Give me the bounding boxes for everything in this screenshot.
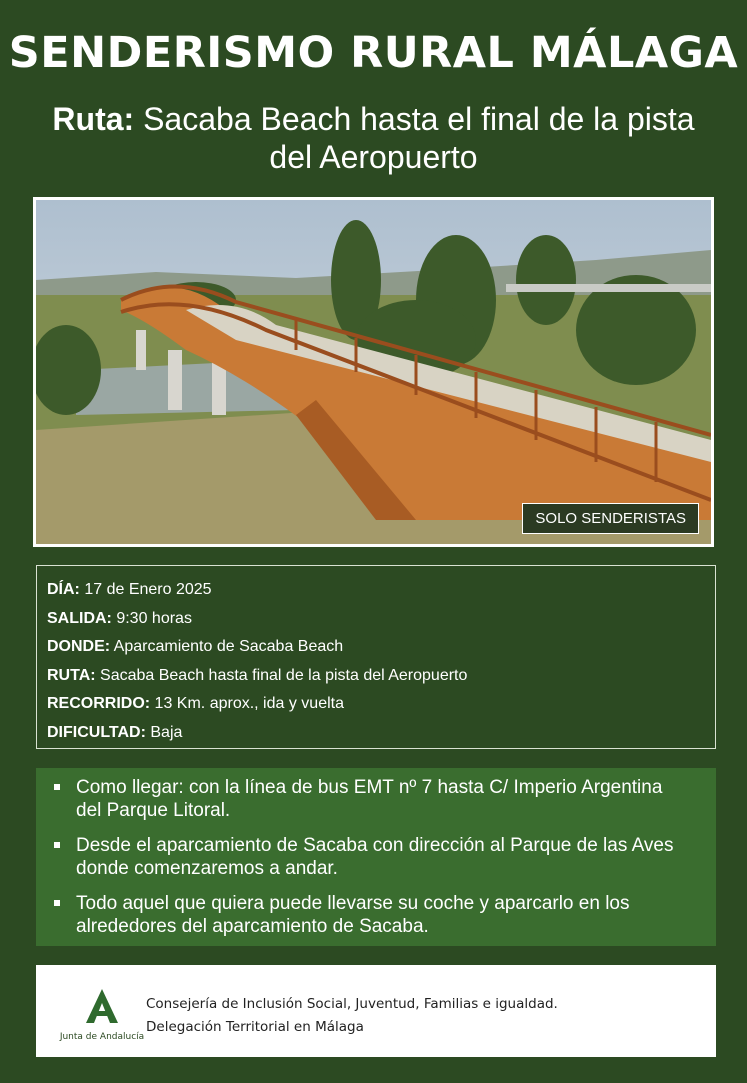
- list-item: Todo aquel que quiera puede llevarse su coche y aparcarlo en los alrededores del aparcamiento de Sacaba.: [54, 892, 686, 938]
- footer-text: [146, 993, 558, 1039]
- footer: [36, 965, 716, 1057]
- info-row-dificultad: DIFICULTAD: Baja: [47, 723, 183, 741]
- footer-line-delegacion: Delegación Territorial en Málaga: [146, 1019, 364, 1035]
- route-text: Sacaba Beach hasta el final de la pista del Aeropuerto: [134, 101, 695, 175]
- bridge-photo: [33, 197, 714, 547]
- logo-caption: Junta de Andalucía: [59, 1032, 145, 1042]
- list-item: Desde el aparcamiento de Sacaba con dirección al Parque de las Aves donde comenzaremos a andar.: [54, 834, 686, 880]
- route-subtitle: [40, 100, 707, 176]
- notes-box: [36, 768, 716, 946]
- solo-senderistas-badge: SOLO SENDERISTAS: [522, 503, 699, 534]
- event-info-box: [36, 565, 716, 749]
- junta-a-icon: [82, 987, 122, 1025]
- list-item: Como llegar: con la línea de bus EMT nº 7 hasta C/ Imperio Argentina del Parque Litoral.: [54, 776, 686, 822]
- info-row-dia: DÍA: 17 de Enero 2025: [47, 581, 212, 598]
- info-row-ruta: RUTA: Sacaba Beach hasta final de la pista del Aeropuerto: [47, 666, 468, 684]
- bridge-illustration: [36, 200, 711, 544]
- route-label: Ruta:: [52, 101, 135, 137]
- notes-list: [54, 776, 686, 938]
- footer-line-consejeria: Consejería de Inclusión Social, Juventud, Familias e igualdad.: [146, 996, 558, 1012]
- junta-logo: [52, 987, 152, 1042]
- info-row-recorrido: RECORRIDO: 13 Km. aprox., ida y vuelta: [47, 695, 344, 712]
- info-row-donde: DONDE: Aparcamiento de Sacaba Beach: [47, 638, 344, 655]
- info-row-salida: SALIDA: 9:30 horas: [47, 609, 192, 627]
- page-title: SENDERISMO RURAL MÁLAGA: [8, 28, 739, 78]
